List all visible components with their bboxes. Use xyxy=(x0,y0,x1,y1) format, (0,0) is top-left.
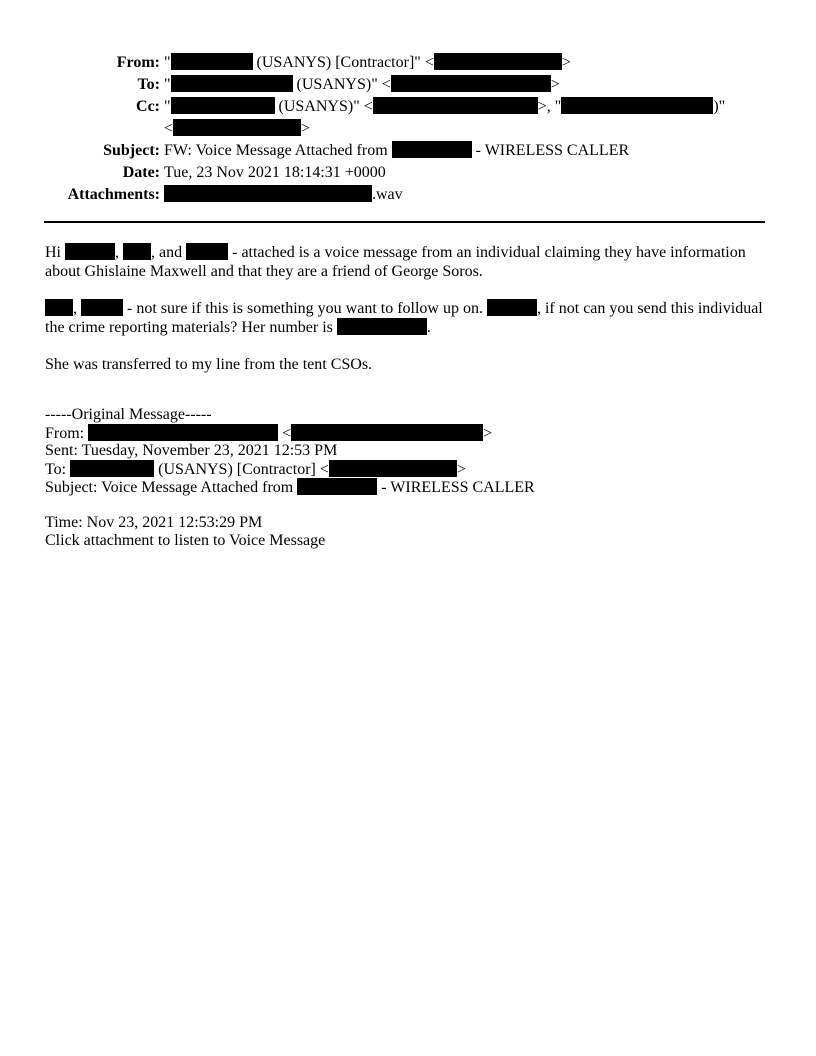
redaction-box xyxy=(337,318,427,335)
redaction-box xyxy=(123,243,151,260)
body-paragraph-3: She was transferred to my line from the tent CSOs. xyxy=(45,356,373,373)
redaction-box xyxy=(65,243,115,260)
body-paragraph-2: , - not sure if this is something you want to follow up on. , if not can you send this individual the crime reporting materials? Her number is . xyxy=(45,300,763,336)
redaction-box xyxy=(171,97,275,114)
cc-label: Cc: xyxy=(136,98,160,115)
cc-value: (USANYS)" < xyxy=(278,98,373,115)
redaction-box xyxy=(164,185,372,202)
to-label: To: xyxy=(137,76,160,93)
redaction-box xyxy=(173,119,301,136)
from-label: From: xyxy=(116,54,160,71)
attachment-name[interactable]: .wav xyxy=(372,186,403,203)
redaction-box xyxy=(561,97,713,114)
redaction-box xyxy=(391,75,551,92)
redaction-box xyxy=(487,299,537,316)
subject-value: FW: Voice Message Attached from xyxy=(164,142,388,159)
redaction-box xyxy=(186,243,228,260)
subject-label: Subject: xyxy=(103,142,160,159)
redaction-box xyxy=(171,75,293,92)
to-value: (USANYS)" < xyxy=(296,76,391,93)
original-click-instruction: Click attachment to listen to Voice Message xyxy=(45,532,326,549)
body-paragraph-1: Hi , , and - attached is a voice message from an individual claiming they have information about Ghislaine Maxwell and that they are a friend of George Soros. xyxy=(45,244,746,280)
redaction-box xyxy=(373,97,538,114)
original-sent: Sent: Tuesday, November 23, 2021 12:53 PM xyxy=(45,442,338,459)
attachments-label: Attachments: xyxy=(67,186,160,203)
date-label: Date: xyxy=(122,164,160,181)
to-row: To: " (USANYS)" < > xyxy=(0,74,816,96)
redaction-box xyxy=(171,53,253,70)
original-from: From: < > xyxy=(45,425,493,442)
redaction-box xyxy=(70,460,154,477)
cc-row: Cc: " (USANYS)" < >, " )" xyxy=(0,96,816,118)
original-message xyxy=(45,406,765,550)
redaction-box xyxy=(434,53,562,70)
from-value: (USANYS) [Contractor]" < xyxy=(256,54,434,71)
original-time: Time: Nov 23, 2021 12:53:29 PM xyxy=(45,514,263,531)
date-value: Tue, 23 Nov 2021 18:14:31 +0000 xyxy=(164,164,386,181)
redaction-box xyxy=(88,424,278,441)
redaction-box xyxy=(45,299,73,316)
redaction-box xyxy=(329,460,457,477)
email-header xyxy=(0,52,816,206)
redaction-box xyxy=(297,478,377,495)
original-subject: Subject: Voice Message Attached from - WIRELESS CALLER xyxy=(45,479,535,496)
original-to: To: (USANYS) [Contractor] < > xyxy=(45,461,466,478)
header-divider xyxy=(44,221,765,223)
date-row xyxy=(0,162,816,184)
cc-row-continued: < > xyxy=(164,120,311,137)
from-row: From: " (USANYS) [Contractor]" < > xyxy=(0,52,816,74)
original-separator: -----Original Message----- xyxy=(45,406,212,423)
message-body xyxy=(45,243,775,392)
redaction-box xyxy=(81,299,123,316)
redaction-box xyxy=(291,424,483,441)
attachments-row xyxy=(0,184,816,206)
subject-row: Subject: FW: Voice Message Attached from - WIRELESS CALLER xyxy=(0,140,816,162)
redaction-box xyxy=(392,141,472,158)
